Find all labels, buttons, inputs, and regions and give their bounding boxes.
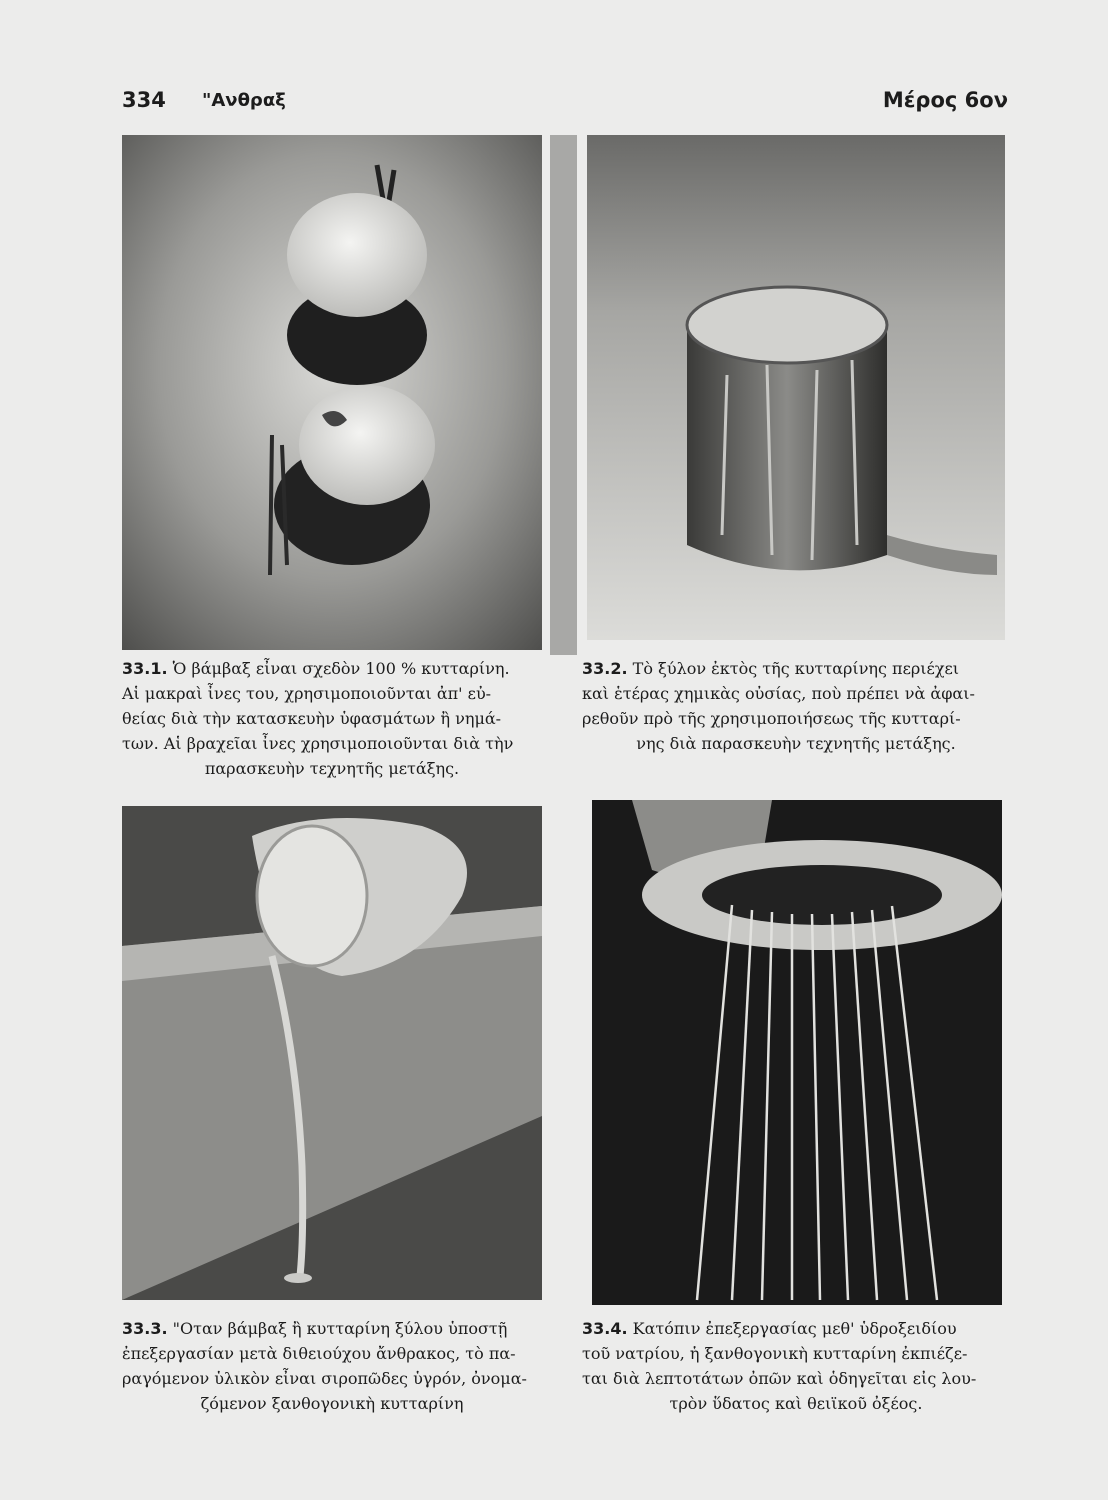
caption-33-2	[582, 656, 1010, 756]
caption-line: καὶ ἑτέρας χημικὰς οὐσίας, ποὺ πρέπει νὰ ἀφαι-	[582, 684, 975, 703]
figure-number: 33.1.	[122, 659, 168, 678]
cotton-photo	[122, 135, 542, 650]
caption-line: ἐπεξεργασίαν μετὰ διθειούχου ἄνθρακος, τὸ πα-	[122, 1344, 516, 1363]
pouring-beaker-photo	[122, 806, 542, 1300]
caption-line: ται διὰ λεπτοτάτων ὀπῶν καὶ ὁδηγεῖται εἰς λου-	[582, 1369, 977, 1388]
running-title: "Ανθραξ	[202, 90, 286, 111]
caption-line: Τὸ ξύλον ἐκτὸς τῆς κυτταρίνης περιέχει	[632, 659, 960, 678]
caption-line: παρασκευὴν τεχνητῆς μετάξης.	[204, 759, 460, 778]
figure-number: 33.3.	[122, 1319, 168, 1338]
part-label: Μέρος 6ον	[882, 88, 1008, 112]
spinneret-filaments-photo	[592, 800, 1002, 1305]
caption-line: Ὁ βάμβαξ εἶναι σχεδὸν 100 % κυτταρίνη.	[172, 659, 510, 678]
caption-33-3	[122, 1316, 542, 1416]
figure-number: 33.4.	[582, 1319, 628, 1338]
caption-line: τρὸν ὕδατος καὶ θειϊκοῦ ὀξέος.	[669, 1394, 923, 1413]
caption-line: Κατόπιν ἐπεξεργασίας μεθ' ὑδροξειδίου	[632, 1319, 957, 1338]
page-number: 334	[122, 88, 166, 112]
caption-33-4	[582, 1316, 1010, 1416]
divider-bar	[550, 135, 577, 655]
page-header	[122, 88, 1008, 124]
figure-number: 33.2.	[582, 659, 628, 678]
caption-33-1	[122, 656, 542, 781]
caption-line: ραγόμενον ὑλικὸν εἶναι σιροπῶδες ὑγρόν, ὀνομα-	[122, 1369, 527, 1388]
caption-line: ζόμενον ξανθογονικὴ κυτταρίνη	[200, 1394, 464, 1413]
caption-line: τοῦ νατρίου, ἡ ξανθογονικὴ κυτταρίνη ἐκπιέζε-	[582, 1344, 968, 1363]
caption-line: θείας διὰ τὴν κατασκευὴν ὑφασμάτων ἢ νημά-	[122, 709, 502, 728]
caption-line: ρεθοῦν πρὸ τῆς χρησιμοποιήσεως τῆς κυτταρί-	[582, 709, 961, 728]
caption-line: των. Αἱ βραχεῖαι ἶνες χρησιμοποιοῦνται διὰ τὴν	[122, 734, 514, 753]
caption-line: "Οταν βάμβαξ ἢ κυτταρίνη ξύλου ὑποστῇ	[172, 1319, 508, 1338]
wood-log-photo	[587, 135, 1005, 640]
caption-line: Αἱ μακραὶ ἶνες του, χρησιμοποιοῦνται ἀπ' εὐ-	[122, 684, 492, 703]
caption-line: νης διὰ παρασκευὴν τεχνητῆς μετάξης.	[636, 734, 956, 753]
